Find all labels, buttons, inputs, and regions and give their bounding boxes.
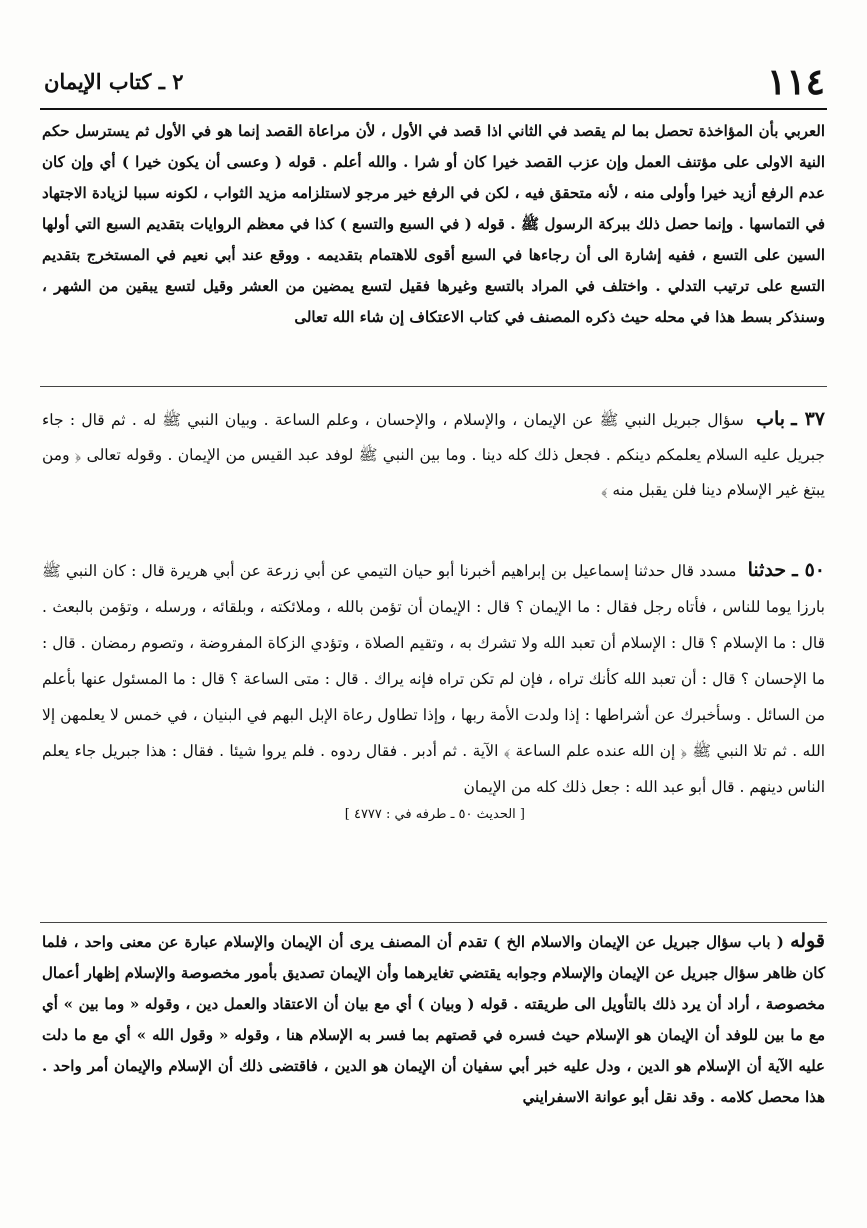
page-number: ١١٤ (766, 61, 825, 103)
chapter-title: سؤال جبريل النبي ﷺ عن الإيمان ، والإسلام ، والإحسان ، وعلم الساعة . وبيان النبي ﷺ له . ثم قال : جاء جبريل عليه السلام يعلمكم دينكم . فجعل ذلك كله دينا . وما بين النبي ﷺ لوفد عبد القيس من الإيمان . وقوله تعالى ﴿ ومن يبتغ غير الإسلام دينا فلن يقبل منه ﴾ (42, 411, 825, 499)
hadith-text: مسدد قال حدثنا إسماعيل بن إبراهيم أخبرنا أبو حيان التيمي عن أبي زرعة عن أبي هريرة قال : كان النبي ﷺ بارزا يوما للناس ، فأتاه رجل فقال : ما الإيمان ؟ قال : الإيمان أن تؤمن بالله ، وملائكته ، وبلقائه ، ورسله ، وتؤمن بالبعث . قال : ما الإسلام ؟ قال : الإسلام أن تعبد الله ولا تشرك به ، وتقيم الصلاة ، وتؤدي الزكاة المفروضة ، وتصوم رمضان . قال : ما الإحسان ؟ قال : أن تعبد الله كأنك تراه ، فإن لم تكن تراه فإنه يراك . قال : متى الساعة ؟ قال : ما المسئول عنها بأعلم من السائل . وسأخبرك عن أشراطها : إذا ولدت الأمة ربها ، وإذا تطاول رعاة الإبل البهم في البنيان ، في خمس لا يعلمهن إلا الله . ثم تلا النبي ﷺ ﴿ إن الله عنده علم الساعة ﴾ الآية . ثم أدبر . فقال ردوه . فلم يروا شيئا . فقال : هذا جبريل جاء يعلم الناس دينهم . قال أبو عبد الله : جعل ذلك كله من الإيمان (42, 562, 825, 796)
commentary-bottom-text: ( باب سؤال جبريل عن الإيمان والاسلام الخ ) تقدم أن المصنف يرى أن الإيمان والإسلام عبارة عن معنى واحد ، فلما كان ظاهر سؤال جبريل عن الإيمان والإسلام وجوابه يقتضي تغايرهما وأن الإيمان تصديق بأمور مخصوصة والإسلام إظهار أعمال مخصوصة ، أراد أن يرد ذلك بالتأويل الى طريقته . قوله ( وبيان ) أي مع بيان أن الاعتقاد والعمل دين ، وقوله « وما بين » أي مع ما بين للوفد أن الإيمان هو الإسلام حيث فسره في قصتهم بما فسر به الإسلام هنا ، وقوله « وقول الله » أي مع ما دلت عليه الآية أن الإسلام هو الدين ، ودل عليه خبر أبي سفيان أن الإيمان هو الدين ، فاقتضى ذلك أن الإسلام والإيمان أمر واحد . هذا محصل كلامه . وقد نقل أبو عوانة الاسفرايني (42, 933, 825, 1106)
commentary-bottom-paragraph (42, 926, 825, 1113)
section-divider-bottom (40, 922, 827, 923)
chapter-number: ٣٧ ـ (791, 408, 825, 430)
chapter-heading (42, 402, 825, 508)
hadith-block (42, 552, 825, 825)
header-rule (40, 108, 827, 110)
page-header (40, 58, 827, 106)
commentary-lead-word: قوله (790, 930, 825, 952)
running-title: ٢ ـ كتاب الإيمان (44, 69, 184, 94)
hadith-opening: حدثنا (747, 559, 787, 581)
section-divider-top (40, 386, 827, 387)
hadith-paragraph (42, 552, 825, 805)
commentary-top-text: العربي بأن المؤاخذة تحصل بما لم يقصد في الثاني اذا قصد في الأول ، لأن مراعاة القصد إنما هو في الأول ثم يسترسل حكم النية الاولى على مؤتنف العمل وإن عزب القصد خيرا كان أو شرا . والله أعلم . قوله ( وعسى أن يكون خيرا ) أي وإن كان عدم الرفع أزيد خيرا وأولى منه ، لأنه متحقق فيه ، لكن في الرفع خير مرجو لاستلزامه مزيد الثواب ، لكونه سببا لزيادة الاجتهاد في التماسها . وإنما حصل ذلك ببركة الرسول ﷺ . قوله ( في السبع والتسع ) كذا في معظم الروايات بتقديم السبع التي أولها السين على التسع ، ففيه إشارة الى أن رجاءها في السبع أقوى للاهتمام بتقديمه . ووقع عند أبي نعيم في المستخرج بتقديم التسع على ترتيب التدلي . واختلف في المراد بالتسع وغيرها فقيل لتسع يمضين من العشر وقيل لتسع يبقين من الشهر ، وسنذكر بسط هذا في محله حيث ذكره المصنف في كتاب الاعتكاف إن شاء الله تعالى (42, 122, 825, 326)
hadith-number: ٥٠ ـ (792, 559, 825, 581)
commentary-top-block (42, 116, 825, 333)
hadith-reference: [ الحديث ٥٠ ـ طرفه في : ٤٧٧٧ ] (344, 807, 525, 822)
commentary-bottom-block (42, 926, 825, 1113)
chapter-label: باب (756, 408, 786, 430)
chapter-heading-block (42, 402, 825, 508)
